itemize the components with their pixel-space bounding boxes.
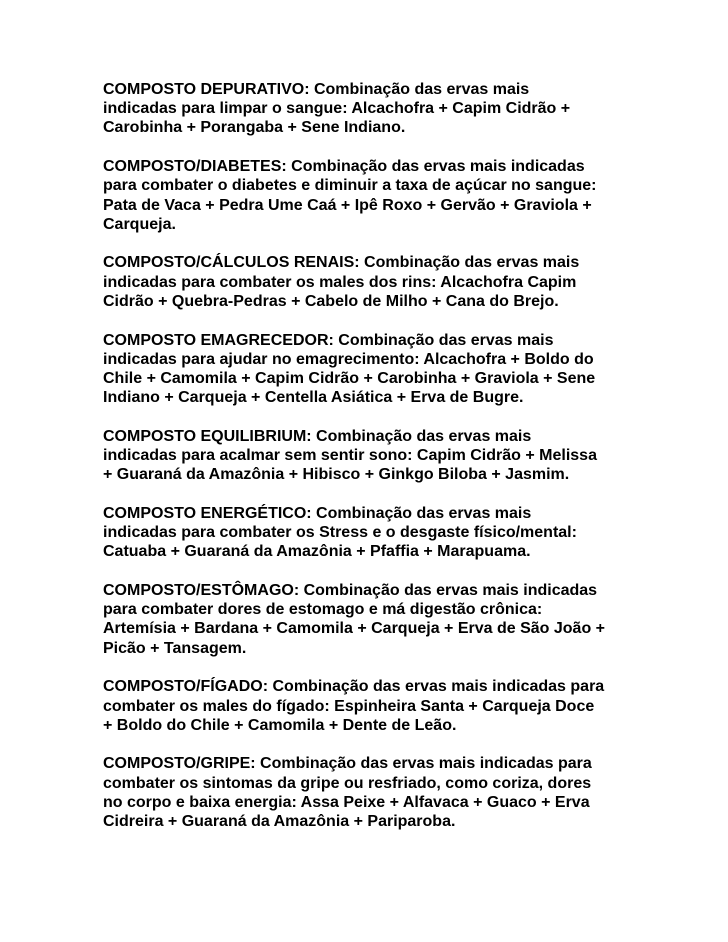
paragraph-composto-figado: COMPOSTO/FÍGADO: Combinação das ervas mais indicadas para combater os males do fígado: Espinheira Santa + Carqueja Doce + Boldo do Chile + Camomila + Dente de Leão. bbox=[103, 678, 605, 734]
paragraph-composto-diabetes: COMPOSTO/DIABETES: Combinação das ervas mais indicadas para combater o diabetes e diminuir a taxa de açúcar no sangue: Pata de Vaca + Pedra Ume Caá + Ipê Roxo + Gervão + Graviola + Carqueja. bbox=[103, 158, 597, 233]
paragraph-composto-equilibrium: COMPOSTO EQUILIBRIUM: Combinação das ervas mais indicadas para acalmar sem sentir sono: Capim Cidrão + Melissa + Guaraná da Amazônia + Hibisco + Ginkgo Biloba + Jasmim. bbox=[103, 427, 597, 484]
document-page bbox=[103, 80, 643, 851]
paragraph-composto-estomago: COMPOSTO/ESTÔMAGO: Combinação das ervas mais indicadas para combater dores de estomago e má digestão crônica: Artemísia + Bardana + Camomila + Carqueja + Erva de São João + Picão + Tansagem. bbox=[103, 582, 605, 657]
paragraph-composto-depurativo: COMPOSTO DEPURATIVO: Combinação das ervas mais indicadas para limpar o sangue: Alcachofra + Capim Cidrão + Carobinha + Porangaba + Sene Indiano. bbox=[103, 81, 571, 137]
paragraph-composto-gripe: COMPOSTO/GRIPE: Combinação das ervas mais indicadas para combater os sintomas da gripe ou resfriado, como coriza, dores no corpo e baixa energia: Assa Peixe + Alfavaca + Guaco + Erva Cidreira + Guaraná da Amazônia + Pariparoba. bbox=[103, 755, 592, 831]
paragraph-composto-emagrecedor: COMPOSTO EMAGRECEDOR: Combinação das ervas mais indicadas para ajudar no emagrecimento: Alcachofra + Boldo do Chile + Camomila + Capim Cidrão + Carobinha + Graviola + Sene Indiano + Carqueja + Centella Asiática + Erva de Bugre. bbox=[103, 331, 596, 407]
paragraph-composto-calculos-renais: COMPOSTO/CÁLCULOS RENAIS: Combinação das ervas mais indicadas para combater os males dos rins: Alcachofra Capim Cidrão + Quebra-Pedras + Cabelo de Milho + Cana do Brejo. bbox=[103, 254, 580, 310]
paragraph-composto-energetico: COMPOSTO ENERGÉTICO: Combinação das ervas mais indicadas para combater os Stress e o desgaste físico/mental: Catuaba + Guaraná da Amazônia + Pfaffia + Marapuama. bbox=[103, 504, 577, 561]
